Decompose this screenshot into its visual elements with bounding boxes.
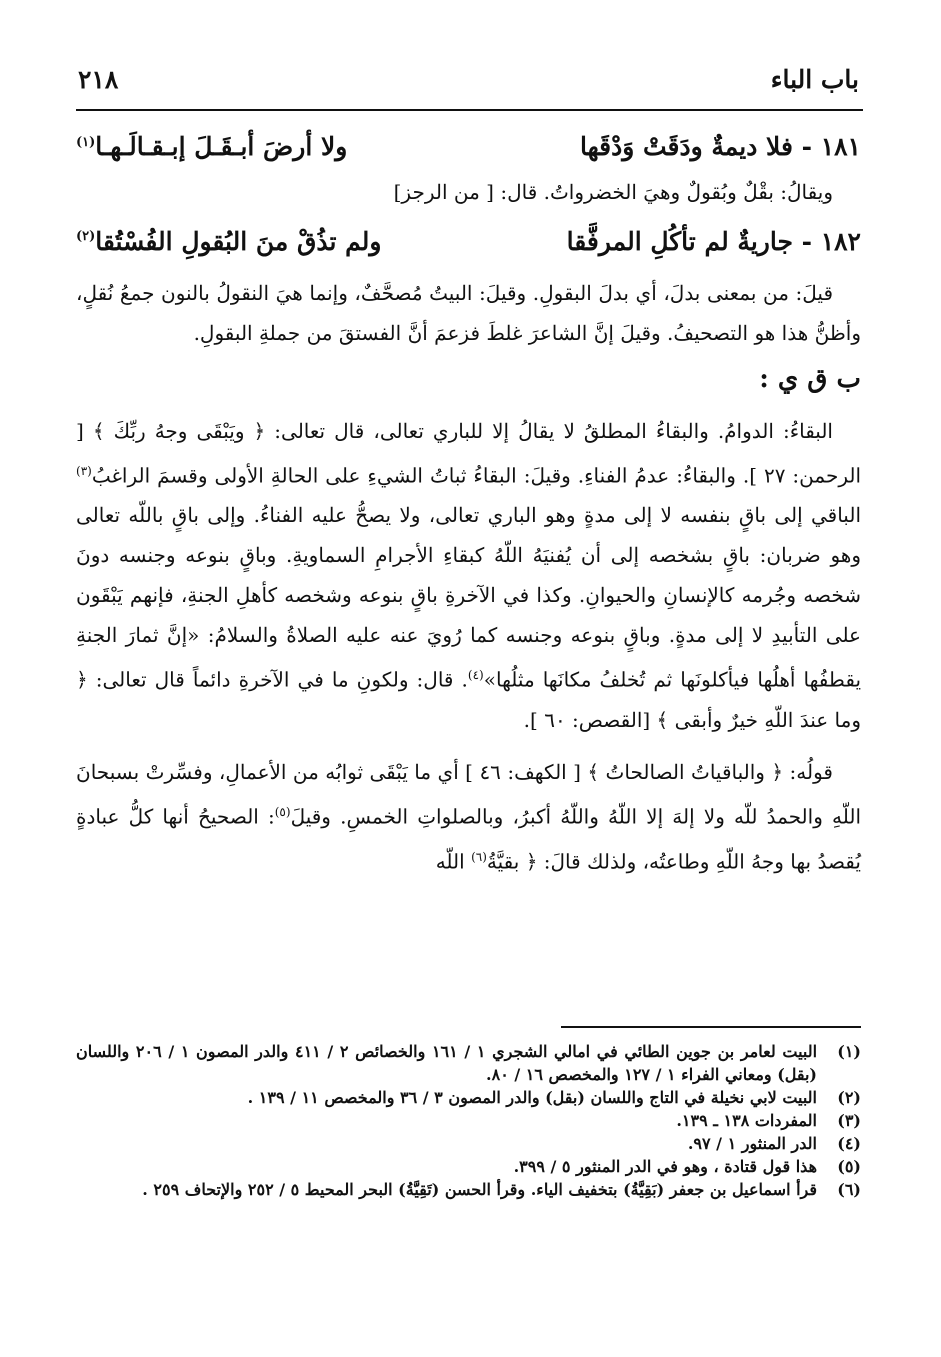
paragraph: ويقالُ: بقْلٌ وبُقولٌ وهيَ الخضرواتُ. قال: [ من الرجز] xyxy=(393,180,833,205)
footnote xyxy=(76,1109,861,1132)
footnote-text: البيت لعامر بن جوين الطائي في امالي الشجري ١ / ١٦١ والخصائص ٢ / ٤١١ والدر المصون ١ / ٢٠٦ واللسان (بقل) ومعاني الفراء ١ / ١٢٧ والمخصص ١٦ / ٨٠. xyxy=(76,1042,818,1084)
paragraph: البقاءُ: الدوامُ. والبقاءُ المطلقُ لا يقالُ إلا للباري تعالى، قال تعالى: ﴿ ويَبْقَى وجهُ ربِّكَ ﴾ [ الرحمن: ٢٧ ]. والبقاءُ: عدمُ الفناءِ. وقيلَ: البقاءُ ثباتُ الشيءِ على الحالةِ الأولى وقسمَ الراغبُ$^{(٣)}$ الباقي إلى باقٍ بنفسه لا إلى مدةٍ وهو الباري تعالى، ولا يصحُّ عليه الفناءُ. وإلى باقٍ باللّه تعالى وهو ضربان: باقٍ بشخصه إلى أن يُفنيَهُ اللّهُ كبقاءِ الأجرامِ السماويةِ. وباقٍ بنوعه وجنسه دونَ شخصه وجُرمه كالإنسانِ والحيوانِ. وكذا في الآخرةِ باقٍ بنوعه وشخصه كأهلِ الجنةِ، فإنهم يَبْقَون على التأبيدِ لا إلى مدةٍ. وباقٍ بنوعه وجنسه كما رُويَ عنه عليه الصلاةُ والسلامُ: «إنَّ ثمارَ الجنةِ يقطفُها أهلُها فيأكلونَها ثم تُخلفُ مكانَها مثلُها»$^{(٤)}$. قال: ولكونِ ما في الآخرةِ دائماً قال تعالى: ﴿ وما عندَ اللّهِ خيرٌ وأبقى ﴾ [القصص: ٦٠ ]. xyxy=(76,418,862,732)
footnote-text: البيت لابي نخيلة في التاج واللسان (بقل) والدر المصون ٣ / ٣٦ والمخصص ١١ / ١٣٩ . xyxy=(247,1088,817,1107)
footnote xyxy=(76,1040,861,1086)
footnote-number: (٦) xyxy=(837,1180,861,1199)
page-number: ٢١٨ xyxy=(78,64,119,94)
footnote-text: الدر المنثور ١ / ٩٧. xyxy=(687,1134,817,1153)
footnote xyxy=(76,1132,861,1155)
footnote-marker: (٦) xyxy=(471,849,487,864)
footnote-text: قرأ اسماعيل بن جعفر (بَقِيَّةُ) بتخفيف الياء. وقرأ الحسن (تَقِيَّةُ) البحر المحيط ٥ / ٢٥٢ والإتحاف ٢٥٩ . xyxy=(142,1180,817,1199)
paragraph: قيلَ: من بمعنى بدلَ، أي بدلَ البقولِ. وقيلَ: البيتُ مُصحَّفٌ، وإنما هيَ النقولُ بالنون جمعُ نُقلٍ، وأظنُّ هذا هو التصحيفُ. وقيلَ إنَّ الشاعرَ غلطَ فزعمَ أنَّ الفستقَ من جملةِ البقولِ. xyxy=(76,280,861,345)
footnote-number: (٤) xyxy=(837,1134,861,1153)
root-heading: ب ق ي : xyxy=(759,363,861,394)
page-header xyxy=(78,56,859,102)
footnote-marker: (٤) xyxy=(467,668,484,683)
main-text xyxy=(76,118,861,881)
verse-second-hemistich: ولم تذُقْ منَ البُقولِ الفُسْتُقا$^{(٢)}$ xyxy=(76,226,382,256)
footnote-marker: (٢) xyxy=(76,229,96,245)
footnote-rule xyxy=(561,1026,861,1028)
footnote xyxy=(76,1086,861,1109)
verse-first-hemistich: ١٨١ - فلا ديمةٌ ودَقَتْ وَدْقَها xyxy=(579,132,861,162)
footnote-number: (١) xyxy=(837,1042,861,1061)
footnote-text: المفردات ١٣٨ ـ ١٣٩. xyxy=(676,1111,817,1130)
paragraph: قولُه: ﴿ والباقياتُ الصالحاتُ ﴾ [ الكهف: ٤٦ ] أي ما يَبْقَى ثوابُه من الأعمالِ، وفسِّرتْ بسبحانَ اللّهِ والحمدُ للّه ولا إلهَ إلا اللّهُ واللّهُ أكبرُ، وبالصلواتِ الخمسِ. وقيلَ$^{(٥)}$: الصحيحُ أنها كلُّ عبادةٍ يُقصدُ بها وجهُ اللّهِ وطاعتُه، ولذلك قالَ: ﴿ بقيَّةُ$^{(٦)}$ اللّه xyxy=(76,759,862,874)
verse-first-hemistich: ١٨٢ - جاريةٌ لم تأكُلِ المرفَّقا xyxy=(566,226,861,256)
footnote-number: (٣) xyxy=(837,1111,861,1130)
footnote xyxy=(76,1178,861,1201)
footnote-number: (٢) xyxy=(837,1088,861,1107)
footnote-marker: (١) xyxy=(76,135,96,150)
header-rule xyxy=(76,109,863,111)
verse-182 xyxy=(76,212,861,266)
footnotes xyxy=(76,1040,861,1201)
footnote-number: (٥) xyxy=(837,1157,861,1176)
footnote-text: هذا قول قتادة ، وهو في الدر المنثور ٥ / ٣٩٩. xyxy=(513,1157,817,1176)
verse-181 xyxy=(76,118,861,172)
footnote-marker: (٣) xyxy=(76,463,92,478)
footnote-marker: (٥) xyxy=(274,804,291,819)
running-title: باب الباء xyxy=(770,64,859,94)
footnote xyxy=(76,1155,861,1178)
verse-second-hemistich: ولا أرضَ أبـقَـلَ إبـقـالَـهـا$^{(١)}$ xyxy=(76,132,348,162)
